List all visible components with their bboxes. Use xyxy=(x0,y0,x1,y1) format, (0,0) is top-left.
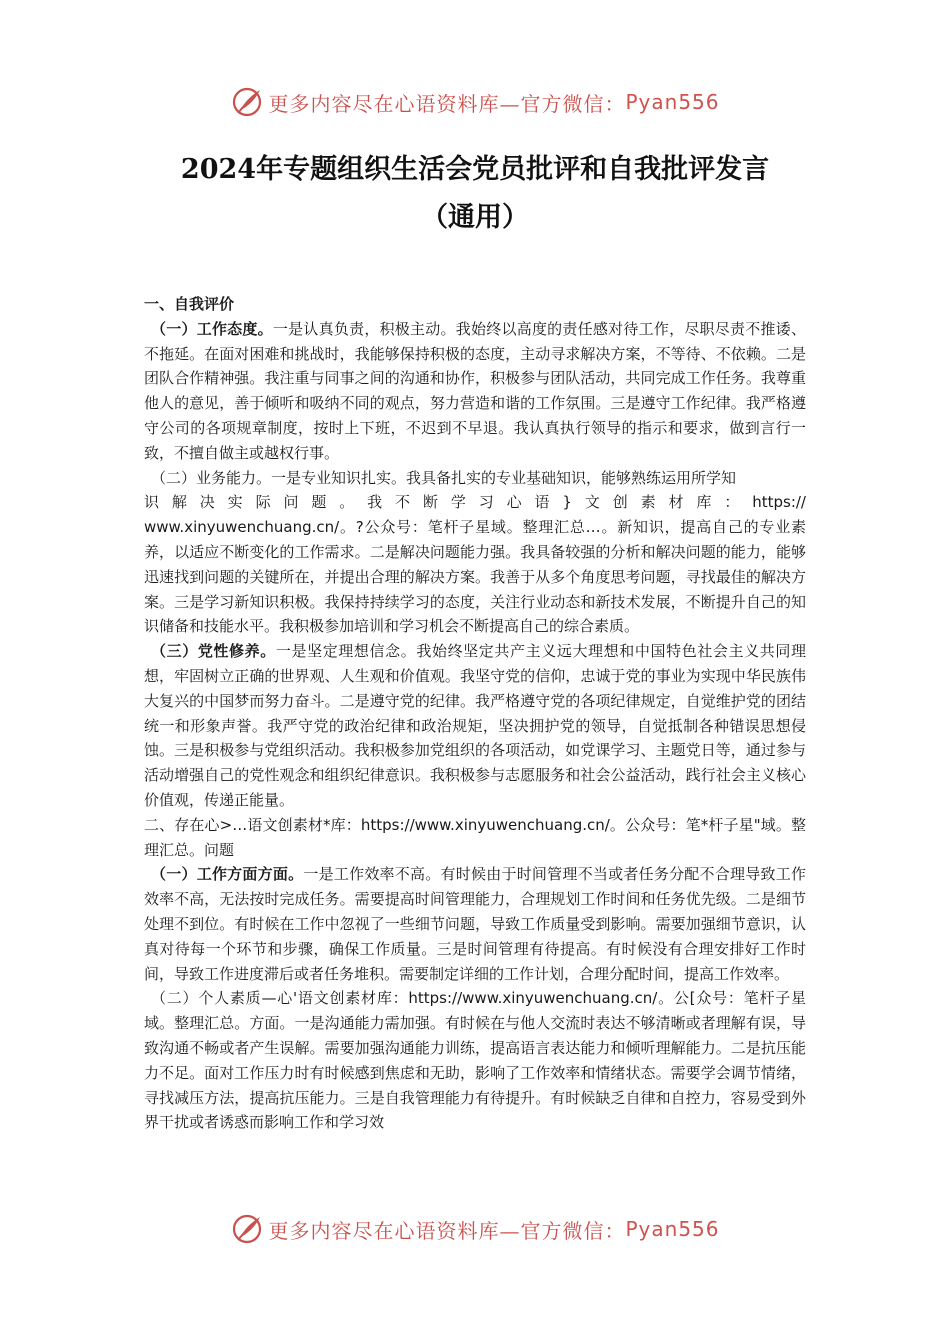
banner-wechat-id: Pyan556 xyxy=(625,90,720,114)
paragraph-lead: （一）工作态度。 xyxy=(151,319,273,338)
paragraph-party-spirit xyxy=(144,639,806,813)
banner-text: 更多内容尽在心语资料库—官方微信： xyxy=(268,1218,626,1243)
banner-wechat-id: Pyan556 xyxy=(625,1217,720,1241)
document-body xyxy=(144,292,806,1135)
paragraph-business-ability xyxy=(144,466,806,640)
document-subtitle: （通用） xyxy=(421,202,529,233)
header-banner xyxy=(0,82,950,122)
paragraph-work-problems xyxy=(144,862,806,986)
document-title: 2024年专题组织生活会党员批评和自我批评发言 xyxy=(180,154,770,185)
section-heading-self-evaluation: 一、自我评价 xyxy=(144,295,235,313)
quill-logo-icon xyxy=(230,1212,264,1246)
paragraph-work-attitude xyxy=(144,317,806,466)
section-heading-problems: 二、存在心>…语文创素材*库：https://www.xinyuwenchuang.cn/。公众号：笔*杆子星"域。整理汇总。问题 xyxy=(144,815,806,859)
quill-logo-icon xyxy=(230,85,264,119)
paragraph-line: （二）业务能力。一是专业知识扎实。我具备扎实的专业基础知识，能够熟练运用所学知 xyxy=(151,468,737,487)
footer-banner xyxy=(0,1209,950,1249)
paragraph-text: 一是认真负责，积极主动。我始终以高度的责任感对待工作，尽职尽责不推诿、不拖延。在面对困难和挑战时，我能够保持积极的态度，主动寻求解决方案，不等待、不依赖。二是团队合作精神强。我注重与同事之间的沟通和协作，积极参与团队活动，共同完成工作任务。我尊重他人的意见，善于倾听和吸纳不同的观点，努力营造和谐的工作氛围。三是遵守工作纪律。我严格遵守公司的各项规章制度，按时上下班，不迟到不早退。我认真执行领导的指示和要求，做到言行一致，不擅自做主或越权行事。 xyxy=(144,319,806,462)
banner-text: 更多内容尽在心语资料库—官方微信： xyxy=(268,91,626,116)
paragraph-text: 一是工作效率不高。有时候由于时间管理不当或者任务分配不合理导致工作效率不高，无法按时完成任务。需要提高时间管理能力，合理规划工作时间和任务优先级。二是细节处理不到位。有时候在工作中忽视了一些细节问题，导致工作质量受到影响。需要加强细节意识，认真对待每一个环节和步骤，确保工作质量。三是时间管理有待提高。有时候没有合理安排好工作时间，导致工作进度滞后或者任务堆积。需要制定详细的工作计划，合理分配时间，提高工作效率。 xyxy=(144,865,806,983)
paragraph-lead: （一）工作方面方面。 xyxy=(151,865,304,884)
paragraph-personal-quality: （二）个人素质—心'语文创素材库：https://www.xinyuwenchuang.cn/。公[众号：笔杆子星域。整理汇总。方面。一是沟通能力需加强。有时候在与他人交流时表达不够清晰或者理解有误，导致沟通不畅或者产生误解。需要加强沟通能力训练，提高语言表达能力和倾听理解能力。二是抗压能力不足。面对工作压力时有时候感到焦虑和无助，影响了工作效率和情绪状态。需要学会调节情绪，寻找减压方法，提高抗压能力。三是自我管理能力有待提升。有时候缺乏自律和自控力，容易受到外界干扰或者诱惑而影响工作和学习效 xyxy=(144,989,806,1132)
paragraph-line-spread: 识解决实际问题。我不断学习心语}文创素材库：https:// xyxy=(144,493,806,512)
paragraph-text: www.xinyuwenchuang.cn/。?公众号：笔杆子星域。整理汇总…。新知识，提高自己的专业素养，以适应不断变化的工作需求。二是解决问题能力强。我具备较强的分析和解决问题的能力，能够迅速找到问题的关键所在，并提出合理的解决方案。我善于从多个角度思考问题，寻找最佳的解决方案。三是学习新知识积极。我保持持续学习的态度，关注行业动态和新技术发展，不断提升自己的知识储备和技能水平。我积极参加培训和学习机会不断提高自己的综合素质。 xyxy=(144,518,806,636)
paragraph-lead: （三）党性修养。 xyxy=(151,642,276,661)
paragraph-text: 一是坚定理想信念。我始终坚定共产主义远大理想和中国特色社会主义共同理想，牢固树立正确的世界观、人生观和价值观。我坚守党的信仰，忠诚于党的事业为实现中华民族伟大复兴的中国梦而努力奋斗。二是遵守党的纪律。我严格遵守党的各项纪律规定，自觉维护党的团结统一和形象声誉。我严守党的政治纪律和政治规矩，坚决拥护党的领导，自觉抵制各种错误思想侵蚀。三是积极参与党组织活动。我积极参加党组织的各项活动，如党课学习、主题党日等，通过参与活动增强自己的党性观念和组织纪律意识。我积极参与志愿服务和社会公益活动，践行社会主义核心价值观，传递正能量。 xyxy=(144,642,806,809)
